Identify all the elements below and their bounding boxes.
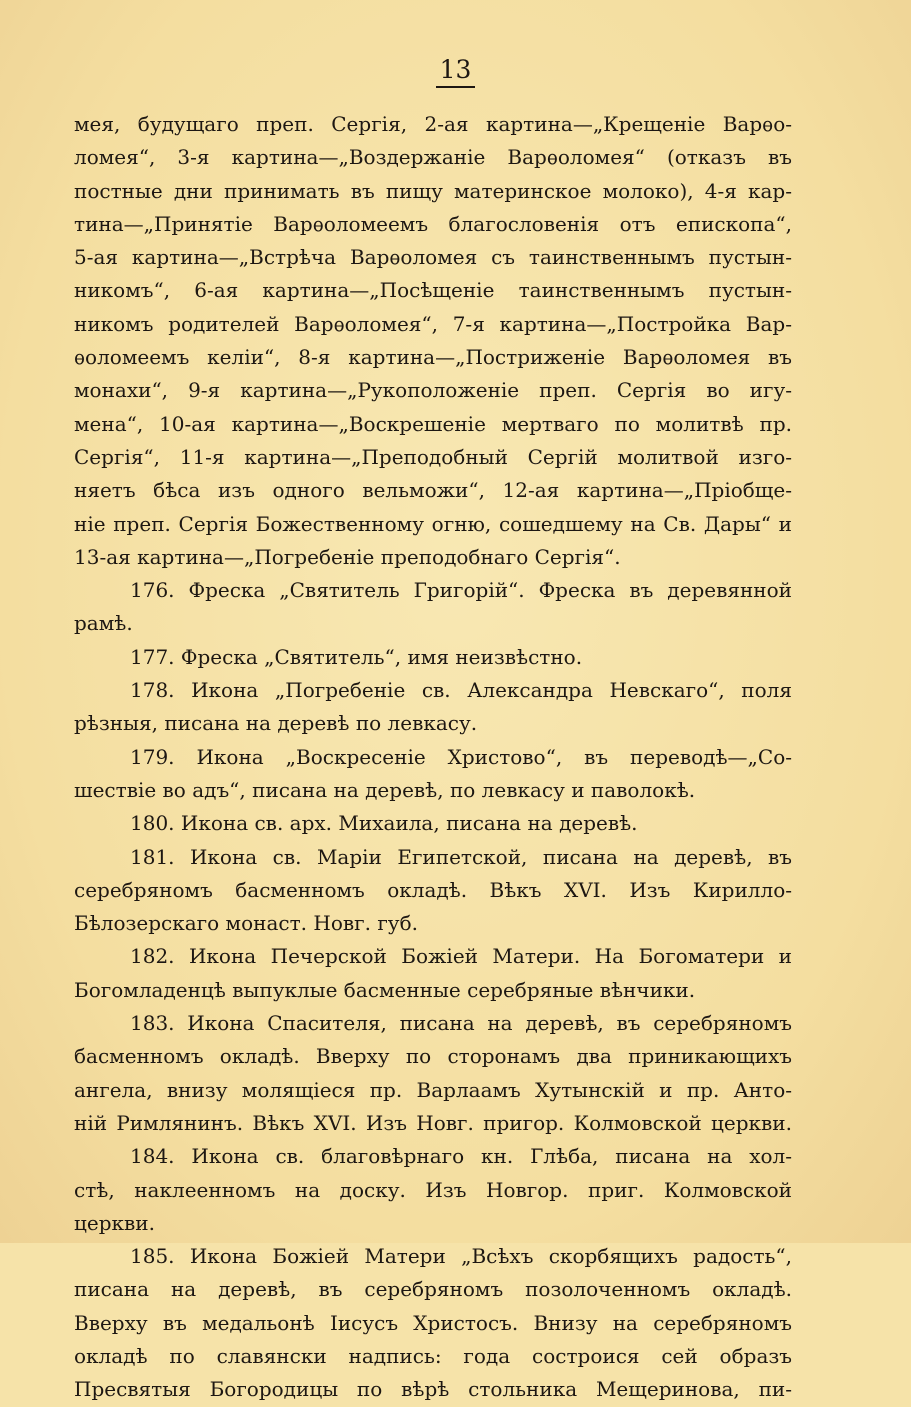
text-line: церкви. (74, 1210, 155, 1235)
text-line: 184. Икона св. благовѣрнаго кн. Глѣба, писана на хол- (130, 1144, 792, 1169)
text-line: Вверху въ медальонѣ Іисусъ Христосъ. Внизу на серебряномъ (74, 1310, 792, 1335)
text-line: писана на деревѣ, въ серебряномъ позолоченномъ окладѣ. (74, 1277, 792, 1302)
text-line: мена“, 10-ая картина—„Воскрешеніе мертваго по молитвѣ пр. (74, 411, 792, 436)
text-line: шествіе во адъ“, писана на деревѣ, по левкасу и паволокѣ. (74, 777, 696, 802)
text-line: ніе преп. Сергія Божественному огню, сошедшему на Св. Дары“ и (74, 511, 792, 536)
text-line: рѣзныя, писана на деревѣ по левкасу. (74, 711, 478, 736)
text-line: ангела, внизу молящіеся пр. Варлаамъ Хутынскій и пр. Анто- (74, 1077, 792, 1102)
text-line: тина—„Принятіе Варѳоломеемъ благословенія отъ епископа“, (74, 211, 792, 236)
text-line: серебряномъ басменномъ окладѣ. Вѣкъ XVI. Изъ Кирилло- (74, 877, 792, 902)
text-line: 177. Фреска „Святитель“, имя неизвѣстно. (130, 644, 583, 669)
text-line: ѳоломеемъ келіи“, 8-я картина—„Постриженіе Варѳоломея въ (74, 345, 792, 370)
text-line: никомъ родителей Варѳоломея“, 7-я картина—„Постройка Вар- (74, 311, 792, 336)
text-line: 179. Икона „Воскресеніе Христово“, въ переводѣ—„Со- (130, 744, 792, 769)
text-line: 13-ая картина—„Погребеніе преподобнаго Сергія“. (74, 544, 621, 569)
text-line: няетъ бѣса изъ одного вельможи“, 12-ая картина—„Пріобще- (74, 478, 792, 503)
text-line: мея, будущаго преп. Сергія, 2-ая картина—„Крещеніе Варѳо- (74, 112, 792, 136)
text-line: Пресвятыя Богородицы по вѣрѣ стольника Мещеринова, пи- (74, 1377, 792, 1402)
text-line: Сергія“, 11-я картина—„Преподобный Сергій молитвой изго- (74, 444, 792, 469)
text-line: 182. Икона Печерской Божіей Матери. На Богоматери и (130, 944, 792, 969)
text-line: рамѣ. (74, 611, 133, 636)
text-line: Богомладенцѣ выпуклые басменные серебряные вѣнчики. (74, 977, 696, 1002)
text-line: 180. Икона св. арх. Михаила, писана на деревѣ. (130, 811, 638, 836)
text-line: ломея“, 3-я картина—„Воздержаніе Варѳоломея“ (отказъ въ (74, 145, 792, 170)
text-line: постные дни принимать въ пищу материнское молоко), 4-я кар- (74, 178, 792, 203)
text-line: никомъ“, 6-ая картина—„Посѣщеніе таинственнымъ пустын- (74, 278, 792, 303)
text-line: 176. Фреска „Святитель Григорій“. Фреска въ деревянной (130, 578, 792, 603)
text-line: 178. Икона „Погребеніе св. Александра Невскаго“, поля (130, 678, 792, 703)
text-line: 181. Икона св. Маріи Египетской, писана на деревѣ, въ (130, 844, 792, 869)
text-line: окладѣ по славянски надпись: года состроися сей образъ (74, 1343, 792, 1368)
text-line: Бѣлозерскаго монаст. Новг. губ. (74, 911, 418, 936)
text-line: ній Римлянинъ. Вѣкъ XVI. Изъ Новг. пригор. Колмовской церкви. (74, 1110, 792, 1135)
text-line: монахи“, 9-я картина—„Рукоположеніе преп. Сергія во игу- (74, 378, 792, 403)
body-text (74, 108, 792, 1407)
text-line: 185. Икона Божіей Матери „Всѣхъ скорбящихъ радость“, (130, 1244, 792, 1269)
text-line: басменномъ окладѣ. Вверху по сторонамъ два приникающихъ (74, 1044, 792, 1069)
text-line: стѣ, наклеенномъ на доску. Изъ Новгор. приг. Колмовской (74, 1177, 792, 1202)
text-line: 183. Икона Спасителя, писана на деревѣ, въ серебряномъ (130, 1011, 792, 1036)
page-number: 13 (0, 55, 911, 84)
text-line: 5-ая картина—„Встрѣча Варѳоломея съ таинственнымъ пустын- (74, 245, 792, 270)
